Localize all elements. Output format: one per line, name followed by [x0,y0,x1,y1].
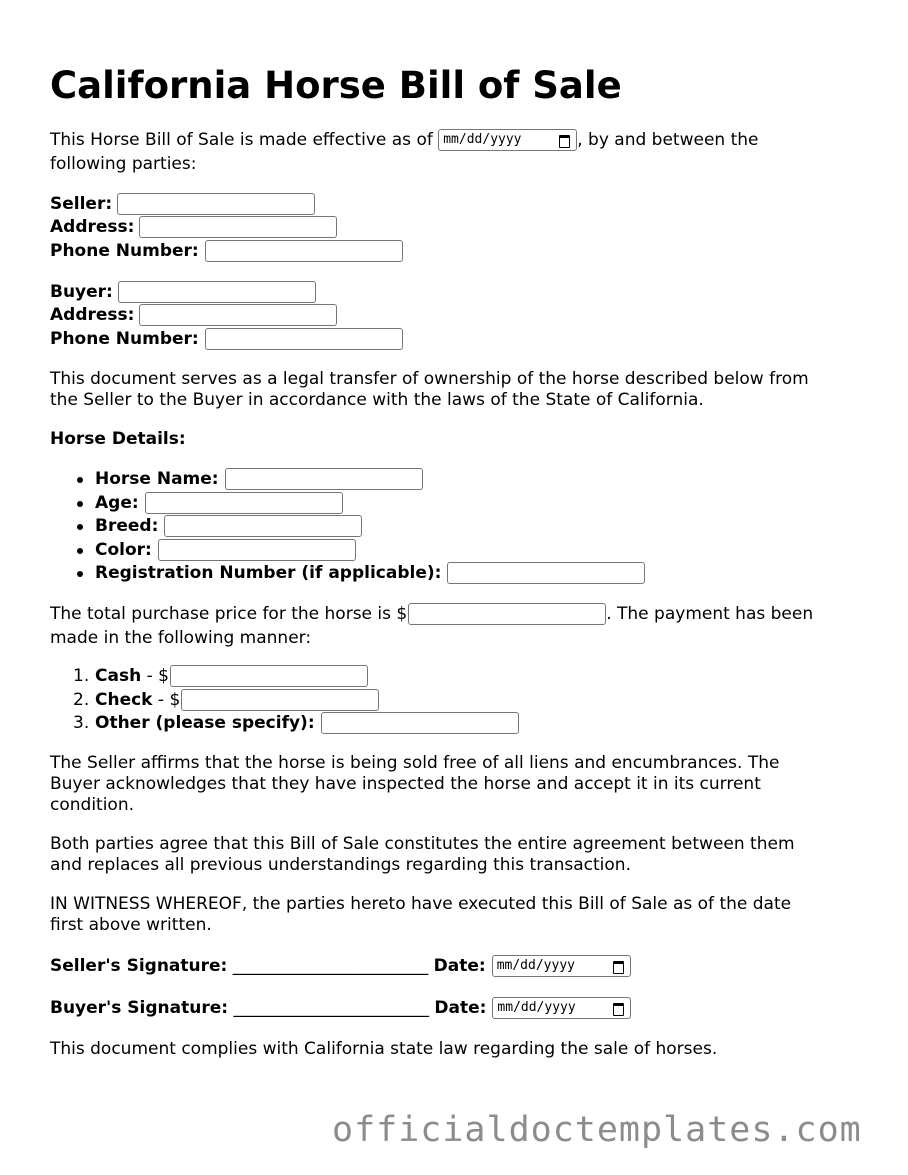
buyer-address-row [50,304,337,327]
other-payment-input[interactable] [321,712,519,734]
buyer-date-input[interactable]: mm/dd/yyyy [492,997,631,1019]
buyer-address-label: Address: [50,305,135,325]
seller-address-input[interactable] [139,216,337,238]
seller-name-input[interactable] [117,193,315,215]
list-item: 2. Check - $ [50,689,519,713]
purchase-price-input[interactable] [408,603,606,625]
seller-phone-label: Phone Number: [50,241,199,261]
horse-age-input[interactable] [145,492,343,514]
seller-name-row [50,193,315,216]
transfer-paragraph: This document serves as a legal transfer of ownership of the horse described below from the Seller to the Buyer in accordance with the laws of the State of California. [50,369,809,410]
seller-phone-input[interactable] [205,240,403,262]
intro-line-1: This Horse Bill of Sale is made effective as of mm/dd/yyyy , by and between the [50,130,759,150]
buyer-phone-input[interactable] [205,328,403,350]
effective-date-input[interactable]: mm/dd/yyyy [438,129,577,151]
horse-details-list [50,468,645,586]
calendar-icon[interactable] [559,135,570,148]
buyer-name-label: Buyer: [50,282,113,302]
liens-paragraph: The Seller affirms that the horse is being sold free of all liens and encumbrances. The Buyer acknowledges that they have inspected the horse and accept it in its current condition. [50,753,780,815]
horse-breed-input[interactable] [164,515,362,537]
horse-color-input[interactable] [158,539,356,561]
buyer-phone-row [50,328,403,351]
seller-signature-line[interactable]: _______________________ [232,956,429,976]
buyer-phone-label: Phone Number: [50,329,199,349]
horse-age-label: Age: [95,492,139,513]
page-title: California Horse Bill of Sale [50,64,622,107]
horse-registration-input[interactable] [447,562,645,584]
price-line-1: The total purchase price for the horse is $ . The payment has been [50,604,814,624]
list-item [50,539,645,563]
list-item [50,515,645,539]
horse-registration-label: Registration Number (if applicable): [95,563,442,583]
other-label: Other (please specify): [95,713,315,733]
check-label: Check [95,689,153,710]
witness-paragraph: IN WITNESS WHEREOF, the parties hereto have executed this Bill of Sale as of the date first above written. [50,894,792,935]
list-item: 3. Other (please specify): [50,712,519,736]
buyer-signature-label: Buyer's Signature: [50,998,229,1018]
list-item [50,492,645,516]
seller-date-label: Date: [433,956,486,976]
horse-name-input[interactable] [225,468,423,490]
check-amount-input[interactable] [181,689,379,711]
horse-breed-label: Breed: [95,516,159,536]
calendar-icon[interactable] [613,1003,624,1016]
seller-address-row [50,216,337,239]
seller-phone-row [50,240,403,263]
horse-color-label: Color: [95,539,152,560]
list-item: 1. Cash - $ [50,665,519,689]
horse-name-label: Horse Name: [95,469,219,489]
buyer-name-row [50,281,316,304]
cash-label: Cash [95,666,142,686]
buyer-name-input[interactable] [118,281,316,303]
list-item [50,562,645,586]
compliance-text: This document complies with California state law regarding the sale of horses. [50,1039,718,1059]
horse-details-heading: Horse Details: [50,429,186,449]
payment-methods-list [50,665,519,736]
footer-watermark: officialdoctemplates.com [332,1110,862,1150]
seller-date-input[interactable]: mm/dd/yyyy [492,955,631,977]
buyer-address-input[interactable] [139,304,337,326]
calendar-icon[interactable] [613,961,624,974]
price-line-2: made in the following manner: [50,628,312,648]
cash-amount-input[interactable] [170,665,368,687]
seller-signature-row [50,955,631,978]
buyer-signature-line[interactable]: _______________________ [233,998,429,1018]
list-item [50,468,645,492]
seller-signature-label: Seller's Signature: [50,956,228,976]
seller-address-label: Address: [50,217,135,237]
buyer-date-label: Date: [434,998,487,1018]
agreement-paragraph: Both parties agree that this Bill of Sale constitutes the entire agreement between them and replaces all previous understandings regarding this transaction. [50,834,795,875]
seller-name-label: Seller: [50,194,113,214]
buyer-signature-row [50,997,631,1020]
intro-line-2: following parties: [50,154,197,174]
